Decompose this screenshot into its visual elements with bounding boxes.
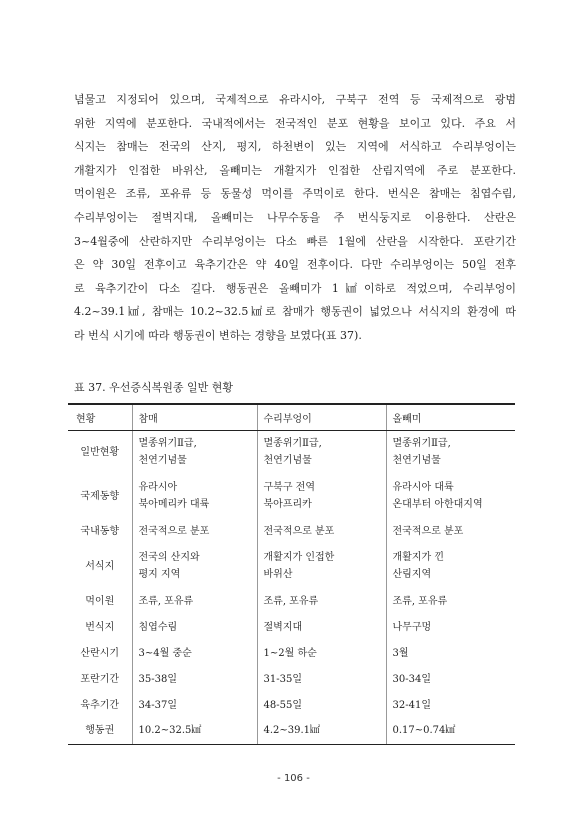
cell-line: 48-55일 <box>263 699 302 711</box>
table-cell <box>257 588 386 614</box>
table-cell <box>132 518 257 544</box>
cell-line: 바위산 <box>263 569 293 580</box>
row-label: 번식지 <box>68 614 132 640</box>
table-cell <box>386 640 515 666</box>
table-header-row <box>68 404 515 430</box>
body-line: 먹이원은 조류, 포유류 등 동물성 먹이를 주먹이로 한다. 번식은 참매는 침엽수림, <box>74 187 516 201</box>
body-line: 4.2~39.1㎢, 참매는 10.2~32.5㎢로 참매가 행동권이 넓었으나 서식지의 환경에 따 <box>74 305 516 319</box>
cell-line: 유라시아 <box>138 482 178 493</box>
cell-line: 31-35일 <box>263 673 302 685</box>
table-row <box>68 588 515 614</box>
cell-line: 34-37일 <box>138 699 177 711</box>
table-row <box>68 718 515 744</box>
cell-line: 32-41일 <box>392 699 431 711</box>
cell-line: 3~4월 중순 <box>138 647 192 659</box>
row-label: 국내동향 <box>68 518 132 544</box>
cell-line: 조류, 포유류 <box>263 595 319 607</box>
cell-line: 개활지가 낀 <box>392 552 444 563</box>
table-cell <box>386 474 515 518</box>
body-line: 념물고 지정되어 있으며, 국제적으로 유라시아, 구북구 전역 등 국제적으로 광범 <box>74 93 516 106</box>
table-cell <box>257 718 386 744</box>
row-label: 서식지 <box>68 544 132 588</box>
row-label: 행동권 <box>68 718 132 744</box>
body-line: 수리부엉이는 절벽지대, 올빼미는 나무수동을 주 번식둥지로 이용한다. 산란은 <box>74 210 516 224</box>
table-caption: 표 37. 우선증식복원종 일반 현황 <box>74 381 233 394</box>
cell-line: 절벽지대 <box>263 621 303 633</box>
table-row <box>68 474 515 518</box>
cell-line: 0.17~0.74㎢ <box>392 725 456 737</box>
table-row <box>68 430 515 474</box>
cell-line: 1~2월 하순 <box>263 647 317 659</box>
cell-line: 온대부터 아한대지역 <box>392 499 483 510</box>
table-row <box>68 640 515 666</box>
cell-line: 유라시아 대륙 <box>392 482 454 493</box>
cell-line: 전국의 산지와 <box>138 552 200 563</box>
cell-line: 4.2~39.1㎢ <box>263 725 321 737</box>
cell-line: 전국적으로 분포 <box>138 525 210 537</box>
cell-line: 멸종위기Ⅱ급, <box>392 438 451 450</box>
body-line: 3~4월중에 산란하지만 수리부엉이는 다소 빠른 1월에 산란을 시작한다. 포란기간 <box>74 234 516 248</box>
header-eagle-owl: 수리부엉이 <box>257 404 386 430</box>
body-line: 개활지가 인접한 바위산, 올빼미는 개활지가 인접한 산림지역에 주로 분포한다. <box>74 163 516 177</box>
cell-line: 3월 <box>392 647 409 659</box>
cell-line: 북아프리카 <box>263 499 312 510</box>
body-line: 로 육추기간이 다소 길다. 행동권은 올빼미가 1㎢이하로 적었으며, 수리부엉이 <box>74 281 516 295</box>
table-cell <box>386 666 515 692</box>
cell-line: 전국적으로 분포 <box>392 525 464 537</box>
cell-line: 천연기념물 <box>138 455 187 467</box>
cell-line: 30-34일 <box>392 673 431 685</box>
cell-line: 전국적으로 분포 <box>263 525 335 537</box>
cell-line: 천연기념물 <box>392 455 441 467</box>
table-cell <box>257 614 386 640</box>
table-cell <box>257 430 386 474</box>
row-label: 국제동향 <box>68 474 132 518</box>
table-row <box>68 666 515 692</box>
cell-line: 구북구 전역 <box>263 482 315 493</box>
body-line: 식지는 참매는 전국의 산지, 평지, 하천변이 있는 지역에 서식하고 수리부엉이는 <box>74 140 516 154</box>
body-line: 라 번식 시기에 따라 행동권이 변하는 경향을 보였다(표 37). <box>74 328 362 342</box>
table-cell <box>132 544 257 588</box>
table-cell <box>386 614 515 640</box>
header-tawny-owl: 올빼미 <box>386 404 515 430</box>
cell-line: 조류, 포유류 <box>138 595 194 607</box>
body-line: 은 약 30일 전후이고 육추기간은 약 40일 전후이다. 다만 수리부엉이는 50일 전후 <box>74 258 516 272</box>
cell-line: 조류, 포유류 <box>392 595 448 607</box>
row-label: 일반현황 <box>68 430 132 474</box>
table-cell <box>386 544 515 588</box>
table-cell <box>132 588 257 614</box>
cell-line: 멸종위기Ⅱ급, <box>138 438 197 450</box>
row-label: 포란기간 <box>68 666 132 692</box>
header-goshawk: 참매 <box>132 404 257 430</box>
table-row <box>68 614 515 640</box>
table-cell <box>386 430 515 474</box>
body-line: 위한 지역에 분포한다. 국내적에서는 전국적인 분포 현황을 보이고 있다. 주요 서 <box>74 116 516 130</box>
cell-line: 북아메리카 대륙 <box>138 499 210 510</box>
table-cell <box>132 614 257 640</box>
row-label: 산란시기 <box>68 640 132 666</box>
cell-line: 평지 지역 <box>138 569 181 580</box>
table-cell <box>132 666 257 692</box>
cell-line: 나무구멍 <box>392 621 432 633</box>
table-row <box>68 692 515 718</box>
table-cell <box>132 692 257 718</box>
table-cell <box>132 640 257 666</box>
table-cell <box>386 718 515 744</box>
page-number: - 106 - <box>277 773 310 784</box>
cell-line: 10.2~32.5㎢ <box>138 725 202 737</box>
row-label: 먹이원 <box>68 588 132 614</box>
table-cell <box>257 640 386 666</box>
table-cell <box>257 474 386 518</box>
table-cell <box>257 692 386 718</box>
header-status: 현황 <box>68 404 132 430</box>
cell-line: 천연기념물 <box>263 455 312 467</box>
table-cell <box>386 518 515 544</box>
table-cell <box>132 430 257 474</box>
table-cell <box>257 544 386 588</box>
table-cell <box>257 666 386 692</box>
body-paragraph <box>74 88 516 348</box>
row-label: 육추기간 <box>68 692 132 718</box>
table-cell <box>132 474 257 518</box>
table-row <box>68 544 515 588</box>
table-cell <box>132 718 257 744</box>
table-cell <box>386 692 515 718</box>
cell-line: 침엽수림 <box>138 621 178 633</box>
table-cell <box>257 518 386 544</box>
cell-line: 35-38일 <box>138 673 177 685</box>
table-row <box>68 518 515 544</box>
table-cell <box>386 588 515 614</box>
cell-line: 산림지역 <box>392 569 432 580</box>
cell-line: 멸종위기Ⅱ급, <box>263 438 322 450</box>
species-status-table <box>68 403 515 745</box>
cell-line: 개활지가 인접한 <box>263 552 335 563</box>
